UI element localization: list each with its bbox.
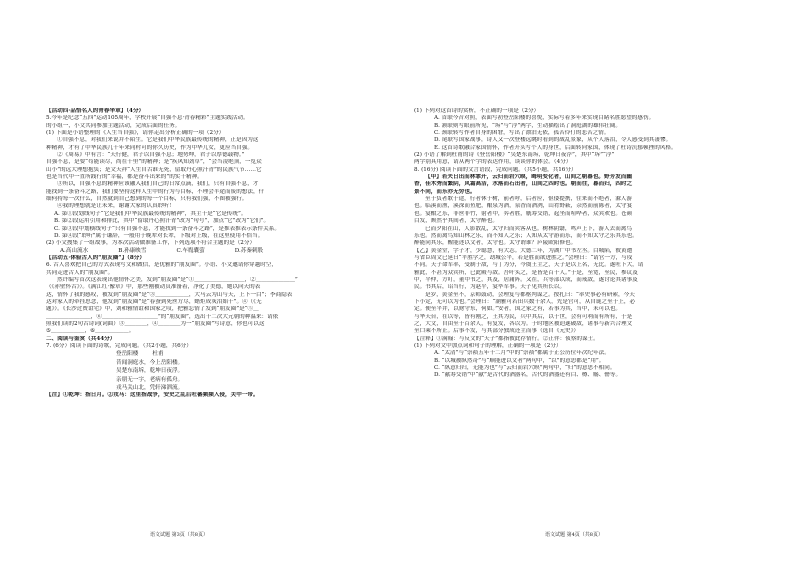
page-footer-left: 语文试题 第3页（共8页） <box>150 532 208 538</box>
text-line: 与省臣周文已延曰“平胜学之，劫城公平，若是胜而欲进胜之。”会理曰：“请官一方，与戍 <box>414 254 633 261</box>
text-line: 【活动四·品悟名人的青春华章】（4分） <box>46 108 145 114</box>
text-line: 7. (6分）阅读下面的诗歌，完成问题。（共2小题，共6分） <box>46 343 192 349</box>
answer-option: A.高山流水 <box>60 247 89 254</box>
poem-verses <box>116 359 386 393</box>
text-line: ＿＿＿＿＿＿＿＿，⑥＿＿＿＿＿＿＿＿＿＿”的“朋友圈”，选出十二次大元朝的种温来：请依 <box>46 313 279 320</box>
text-line: 至于负者歌于途，行者休于树，前者呼，后者应，伛偻提携，往来而不绝者，滁人游 <box>425 196 632 203</box>
text-line: 乐也。然而禽鸟知山林之乐，而不知人之乐；人知从太守游而乐，而不知太守之乐其乐也。 <box>414 232 638 239</box>
text-line: D. “献筹交错”中“献”是古代的酒器名，古代的酒器还有白、樽、觞、罍等。 <box>434 372 622 379</box>
text-line: 两字别具用意，请从两个字的表达作用，谈谈你的体会。（4分） <box>414 159 572 166</box>
poem-verse: 吴楚东南坼，乾坤日夜浮。 <box>116 368 184 375</box>
text-line: C. “纵意归归，无能为也”与“云归而岩穴暝”两句中，“归”的意思不相同。 <box>434 365 616 372</box>
text-line: 【活动五·体验古人的“朋友圈”】（8分） <box>46 254 145 261</box>
poem-verse: 亲朋无一字，老病有孤舟。 <box>116 376 184 383</box>
text-line: ③所以，自强不息的精神应该融入我们自己的日常点滴，我们，只有自强不息，才 <box>57 181 259 188</box>
text-line: A. “太清”与“崇祯五年十二月”中的“崇祯”都属于正公历位年次纪年法。 <box>434 350 610 357</box>
answer-option: B.孙康映雪 <box>118 247 147 254</box>
text-line: 然许编写首次这表现出他情怀之美，发到“朋友圈”是“①＿＿＿＿＿＿＿＿＿，②＿＿＿＿＿＿＿” <box>57 276 298 283</box>
text-line: C. 第③段中划横线句子“只有自强不息，才能找到一条奋斗之路”，是推表推表示条件关系。 <box>54 225 280 232</box>
text-line: ②《周易》中有言：“天行健，君子以自强不息；地势坤，君子以厚德载物。” <box>57 152 245 159</box>
text-line: 白发，颓然乎其间者，太守醉也。 <box>414 218 498 225</box>
text-line: 【乙】黄金堂，字子才，少聪慧，有大志。大德二年，为湖广中书左丞。白城陷，彼黄遭 <box>414 247 633 254</box>
text-line: E. 这首诗歌融合家国情怀，作者开头写个人的身世，后面转向家国，体现了杜诗沉郁顿挫的风格。 <box>434 144 677 151</box>
text-line: ①自强不息，对我们来说并不陌生。它是我们中华民族最传统的精神，正是因为这 <box>57 137 259 144</box>
text-line: 能找到一条奋斗之路，我们要坚持这样人生中的行为与目标，不理会半途而废的想法，什 <box>46 188 265 195</box>
text-line: （《赤壁怀古》）。《满江红·豫章》中，那些刚被动员准备着，净化了美德，她以向天的表 <box>46 284 261 291</box>
text-line: B. “以城被纵然奇”与“顺能进以文者”两句中，“以”的意思都是“用”。 <box>434 357 605 364</box>
text-line: 民。书其后，诏当行，为赵平，宴毕军事。天子见其所长以。 <box>414 284 566 291</box>
text-line: 山小”的远大理想抱负；是文天祥“人生自古谁无死，留取丹心照汗青”的民族气节……它 <box>46 166 262 173</box>
text-line: (1) 下列对文中加点词和句子的理解，正确的一项是（2分） <box>414 343 562 349</box>
text-line: 也。临溪而渔，溪深而鱼肥，酿泉为酒，泉香而酒洌，山肴野蔌，杂然而前陈者，太守宴 <box>414 203 633 210</box>
text-line: 【注释】①满翰：与反文的“天子”都指彼此存情行。②正伴：侦察的谋士。 <box>414 335 599 342</box>
text-line: 定。便至平井，以财守东，何如。”安者，国之家之有，若事为其，当中，未可以也。 <box>414 306 622 313</box>
text-line: 题》）。《长沙过贾谊宅》中，刘和雅情谊和国家之叹，把雅忘情了发到“朋友圈”是“⑤＿ <box>46 306 259 313</box>
text-line: A. 第①段划线句子“它是我们中华民族最传统的精神”，其主干是“它是传统”。 <box>54 210 247 217</box>
text-line: 中，平仲，方叮，董中书之，其及，居庸阵。又在，兵等部以成，而戒敌，遂讨论其诸事及 <box>414 276 638 283</box>
text-line: 不同。天子命军率，受制于敌，与丁为分，今虞王主之，天子是以上名，无比。遂吐下大，请 <box>414 262 644 269</box>
text-line: ⑤＿＿＿＿＿＿，⑥＿＿＿＿＿＿。 <box>46 328 135 335</box>
poem-note: 【注】①乾坤：指日月。②戎马：这里指战争，安史之乱后吐蕃频频入侵，关中一带。 <box>46 392 259 399</box>
text-line: (1) 下面是小语整理的《人生当自强》，请你走出分析正确的一项（2分） <box>46 130 225 137</box>
text-line: 至口乘不所止。后事不发，与其部分独成还主而事（选自《元史》） <box>414 328 580 335</box>
answer-options <box>46 248 386 255</box>
text-line: 共同走进古人的“朋友圈”。 <box>46 269 114 276</box>
poem <box>46 350 386 392</box>
text-line: 与华天台，在以等，皆有刚之，王其为民，兵中其后，以于世，会有可利而有所有，于是 <box>414 313 633 320</box>
text-line: 二、阅读与鉴赏（共44分） <box>46 335 116 342</box>
text-line: 细何持每一次什么，自然就到自己想到的每一个目标，只有我们强，不图被强行。 <box>46 196 248 203</box>
text-line: 达对家人的牵挂思念，他发到“朋友圈”是“春蚕到死丝方尽，蜡炬成灰泪始干”。④（《无 <box>46 298 262 305</box>
exam-page-left <box>46 108 386 548</box>
text-line: 是岁，黄金至不，京师鼓动，会理复与都枢判谋之。按扎曰：“率史事必有研索，今天 <box>425 291 635 298</box>
text-line: 种精神，才有了中华民族几千年来同村可的你久历史，作为中华儿女，更应当自强。 <box>46 144 253 151</box>
exam-page-right <box>414 108 754 548</box>
text-line: 照我们读的2句古诗词(词曲）③＿＿＿＿，④＿＿＿＿为一“朋友圈”写诗意，你也可以这 <box>46 320 265 327</box>
page-footer-right: 语文试题 第4页（共8页） <box>545 532 603 538</box>
text-line: B. 第②段运用引用和排比，其中“留取丹心照汗青”改为“句号”，加点“它”改为“它们”。 <box>54 218 270 225</box>
text-line: B. 颔联则写眼前所见，“坼”与“浮”两字，生动描绘出了洞庭湖的雄伟壮阔。 <box>434 122 621 129</box>
answer-option: D.苏秦刺股 <box>234 247 264 254</box>
text-line: 景不同，而乐亦无穷也。 <box>414 188 476 195</box>
left-text-block-2 <box>46 255 386 350</box>
poem-title: 登岳阳楼 杜甫 <box>116 351 164 358</box>
text-line: D. 第④段“聆听”属于谦辞，一般用于晚辈对长辈，下级对上级，在这里使用不恰当。 <box>54 232 264 239</box>
text-line: 自强不息，是要“苟能读尽，尚在千里”的精神；是“疾风知劲草”，“会当凌绝顶，一览众 <box>46 159 262 166</box>
text-line: 雅此，不甚为众宾所，已此殿与敌。吾叶头之，是皆是百十人。”于是，至宽，至民，参议及 <box>414 269 638 276</box>
text-line: 【甲】若夫日出而林霏开，云归而岩穴暝，晦明变化者，山间之朝暮也。野芳发而幽 <box>425 174 632 181</box>
text-line: 也。宴酣之乐，非丝非竹，射者中，弈者胜，觥筹交错，起坐而喧哗者，众宾欢也。苍颜 <box>414 210 633 217</box>
text-line: 5.今年是纪念“五四”运动105周年，学校开展“自强不息·青春精彩”主题实践活动。 <box>46 115 249 122</box>
text-line: 8. (16分) 阅读下面的文言语段，完成问题。（共5小题，共16分） <box>414 166 577 173</box>
text-line: 已而夕阳在山，人影散乱，太守归而宾客从也。树林阴翳，鸣声上下，游人去而禽鸟 <box>425 225 632 232</box>
left-text-block <box>46 108 386 248</box>
poem-verse: 戎马关山北，凭轩涕泗流。 <box>116 384 184 391</box>
text-line: C. 颈联转写作者自身的困窘，写出了漂泊无依，孤苦伶仃的悲苦之情。 <box>434 130 610 137</box>
text-line: 6. 古人喜欢把自己的方式表现写文和做信，是优雅的“朋友圈”。小语、小文邀请你穿越时空， <box>46 262 277 269</box>
text-line: 达，情怀了我的感叹，被发到“朋友圈”是“③＿＿＿＿＿＿，大马云为山与天，上下一白”；李商隐表 <box>46 291 293 298</box>
text-line: 下小定，无可以为也。”会理曰：“潮雅可若田兵数千余人，先是官可，从自诞之至于上，必 <box>414 298 636 305</box>
text-line: (1) 下列对这首诗的赏析，不正确的一项是（2分） <box>414 108 540 114</box>
text-line: D. 尾联写国家战事，诗人又一次登楼远眺时看到的战乱景象，从个人落泪，令人感受到其凄惨。 <box>434 137 672 144</box>
text-line: 之，大文，自由至于百余人，有复发，各以为。于时地区被迫遂破敌，诸事与新兴合理文 <box>414 320 633 327</box>
text-line: 香，佳木秀而繁阴，风霜高洁，水落而石出者，山间之四时也。朝而往，暮而归，四时之 <box>414 181 633 188</box>
poem-verse: 昔闻洞庭水，今上岳阳楼。 <box>116 359 184 366</box>
text-line: 的小组一，小文共同参加主题活动，完成后面的任务。 <box>46 122 181 129</box>
text-line: 也是当代中一直所践行的“幸福，都是奋斗出来的”的实干精神。 <box>46 174 203 181</box>
text-line: A. 首联今昔对照，表面写初登岳阳楼的喜悦，实际写着多年来实现目睹名胜愿望的感伤。 <box>434 115 655 122</box>
text-line: ④我的理想就是让未来，谢谢大家的认真聆听！ <box>57 203 175 210</box>
text-line: (2) 小语了解到杜甫的诗《登岳阳楼》“吴楚东南坼，乾坤日夜浮”，其中“坼”“浮” <box>414 152 615 159</box>
right-text-block <box>414 108 754 380</box>
text-line: 醉能同其乐，醒能述以文者，太守也。太守谓谁？庐陵欧阳修也。 <box>414 240 577 247</box>
text-line: (2) 小文搜集了一组故事，为本次活动做准备工作，下列选项不符合主题的是（2分） <box>46 240 256 247</box>
answer-option: C.车胤囊萤 <box>176 247 205 254</box>
